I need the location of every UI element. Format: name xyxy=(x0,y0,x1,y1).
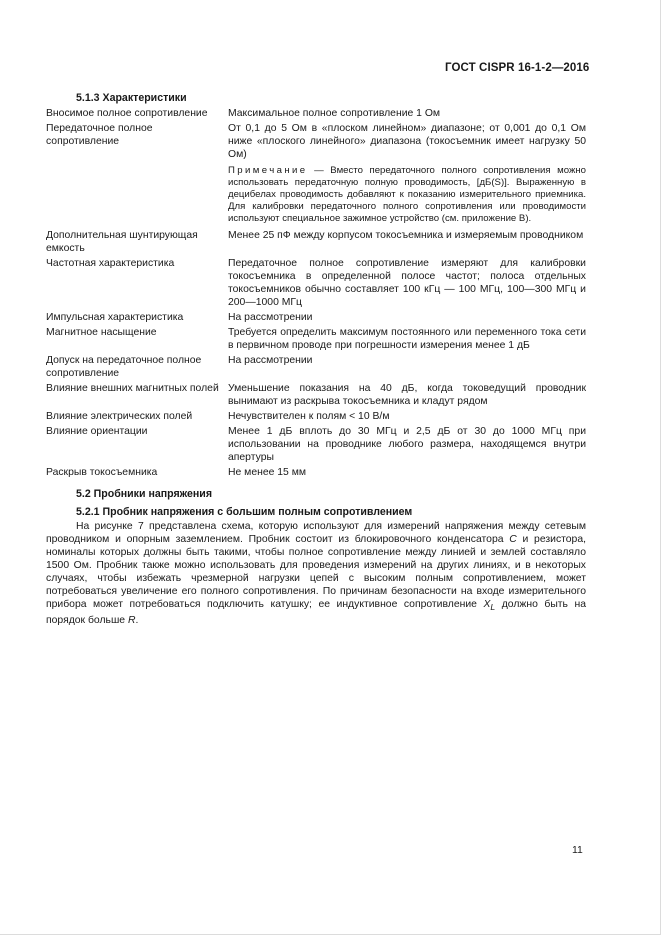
table-row xyxy=(46,311,586,326)
note-block xyxy=(228,161,586,227)
note-label: Примечание xyxy=(228,165,308,176)
characteristic-label: Передаточное полное сопротивление xyxy=(46,123,153,147)
reactance-symbol: X xyxy=(483,599,491,610)
characteristic-label: Импульсная характеристика xyxy=(46,312,184,323)
characteristic-value: На рассмотрении xyxy=(228,312,313,323)
characteristic-value: Максимальное полное сопротивление 1 Ом xyxy=(228,108,441,119)
capacitor-symbol: C xyxy=(509,534,517,545)
table-row xyxy=(46,382,586,410)
characteristic-value: Менее 25 пФ между корпусом токосъемника и измеряемым проводником xyxy=(228,230,584,241)
characteristic-value: Требуется определить максимум постоянного или переменного тока сети в первичном проводе при погрешности измерения менее 1 дБ xyxy=(228,327,586,351)
characteristic-label: Магнитное насыщение xyxy=(46,327,157,338)
paragraph-text: . xyxy=(135,615,139,627)
characteristic-value: Нечувствителен к полям < 10 В/м xyxy=(228,411,390,422)
section-title-5-2: 5.2 Пробники напряжения xyxy=(76,488,212,500)
characteristic-label: Частотная характеристика xyxy=(46,258,175,269)
characteristic-label: Дополнительная шунтирующая емкость xyxy=(46,230,198,254)
table-row xyxy=(46,229,586,257)
resistor-symbol: R xyxy=(127,615,136,627)
table-row xyxy=(46,410,586,425)
body-paragraph xyxy=(46,520,586,627)
table-row xyxy=(46,326,586,354)
characteristic-label: Влияние внешних магнитных полей xyxy=(46,383,219,394)
paragraph-text: На рисунке 7 представлена схема, которую используют для измерений напряжения между сетевым проводником и опорным заземлением. Пробник состоит из блокировочного конденсатора xyxy=(46,521,586,545)
section-title-5-1-3: 5.1.3 Характеристики xyxy=(76,92,187,104)
table-row xyxy=(46,425,586,466)
characteristic-value: Менее 1 дБ вплоть до 30 МГц и 2,5 дБ от 30 до 1000 МГц при использовании на проводнике любого размера, находящемся внутри апертуры xyxy=(228,426,586,463)
document-header: ГОСТ CISPR 16-1-2—2016 xyxy=(445,62,590,74)
table-row xyxy=(46,466,586,481)
characteristic-value: Не менее 15 мм xyxy=(228,467,307,478)
characteristic-value-text: От 0,1 до 5 Ом в «плоском линейном» диапазоне; от 0,001 до 0,1 Ом ниже «плоского линейного» диапазона (токосъемник имеет нагрузку 50 Ом) xyxy=(228,123,586,160)
characteristic-value: На рассмотрении xyxy=(228,355,313,366)
characteristic-value xyxy=(228,122,586,229)
characteristic-value: Уменьшение показания на 40 дБ, когда токоведущий проводник вынимают из раскрыва токосъемника и кладут рядом xyxy=(228,383,586,407)
table-row xyxy=(46,257,586,311)
table-row xyxy=(46,122,586,229)
characteristic-value: Передаточное полное сопротивление измеряют для калибровки токосъемника в определенной полосе частот; полоса отдельных токосъемников обычно составляет 100 кГц — 100 МГц, 100—300 МГц и 200—1000 МГц xyxy=(228,258,586,308)
table-row xyxy=(46,107,586,122)
characteristic-label: Раскрыв токосъемника xyxy=(46,467,158,478)
note-text: — Вместо передаточного полного сопротивления можно использовать передаточную полную проводимость, [дБ(S)]. Выраженную в децибелах проводимость добавляют к показанию измерительного приемника. Для калибровки передаточного полного сопротивления или проводимости используют специальное зажимное устройство (см. приложение В). xyxy=(228,165,586,224)
characteristic-label: Влияние электрических полей xyxy=(46,411,193,422)
page-number: 11 xyxy=(572,845,583,856)
section-title-5-2-1: 5.2.1 Пробник напряжения с большим полным сопротивлением xyxy=(76,506,413,518)
characteristic-label: Влияние ориентации xyxy=(46,426,148,437)
paragraph-text: и резистора, номиналы которых должны быть такими, чтобы полное сопротивление между линией и землей составляло 1500 Ом. Пробник также можно использовать для проведения измерений на других линиях, и в некоторых случаях, чтобы избежать чрезмерной нагрузки цепей с высоким полным сопротивлением, может потребоваться увеличение его полного сопротивления. По причинам безопасности на входе измерительного прибора может потребоваться подключить катушку; ее индуктивное сопротивление xyxy=(46,534,587,610)
characteristic-label: Допуск на передаточное полное сопротивление xyxy=(46,355,202,379)
paragraph-text: должно быть на порядок больше xyxy=(46,599,586,627)
reactance-subscript: L xyxy=(490,602,496,613)
table-row xyxy=(46,354,586,382)
characteristic-label: Вносимое полное сопротивление xyxy=(46,108,208,119)
characteristics-table xyxy=(46,107,586,481)
